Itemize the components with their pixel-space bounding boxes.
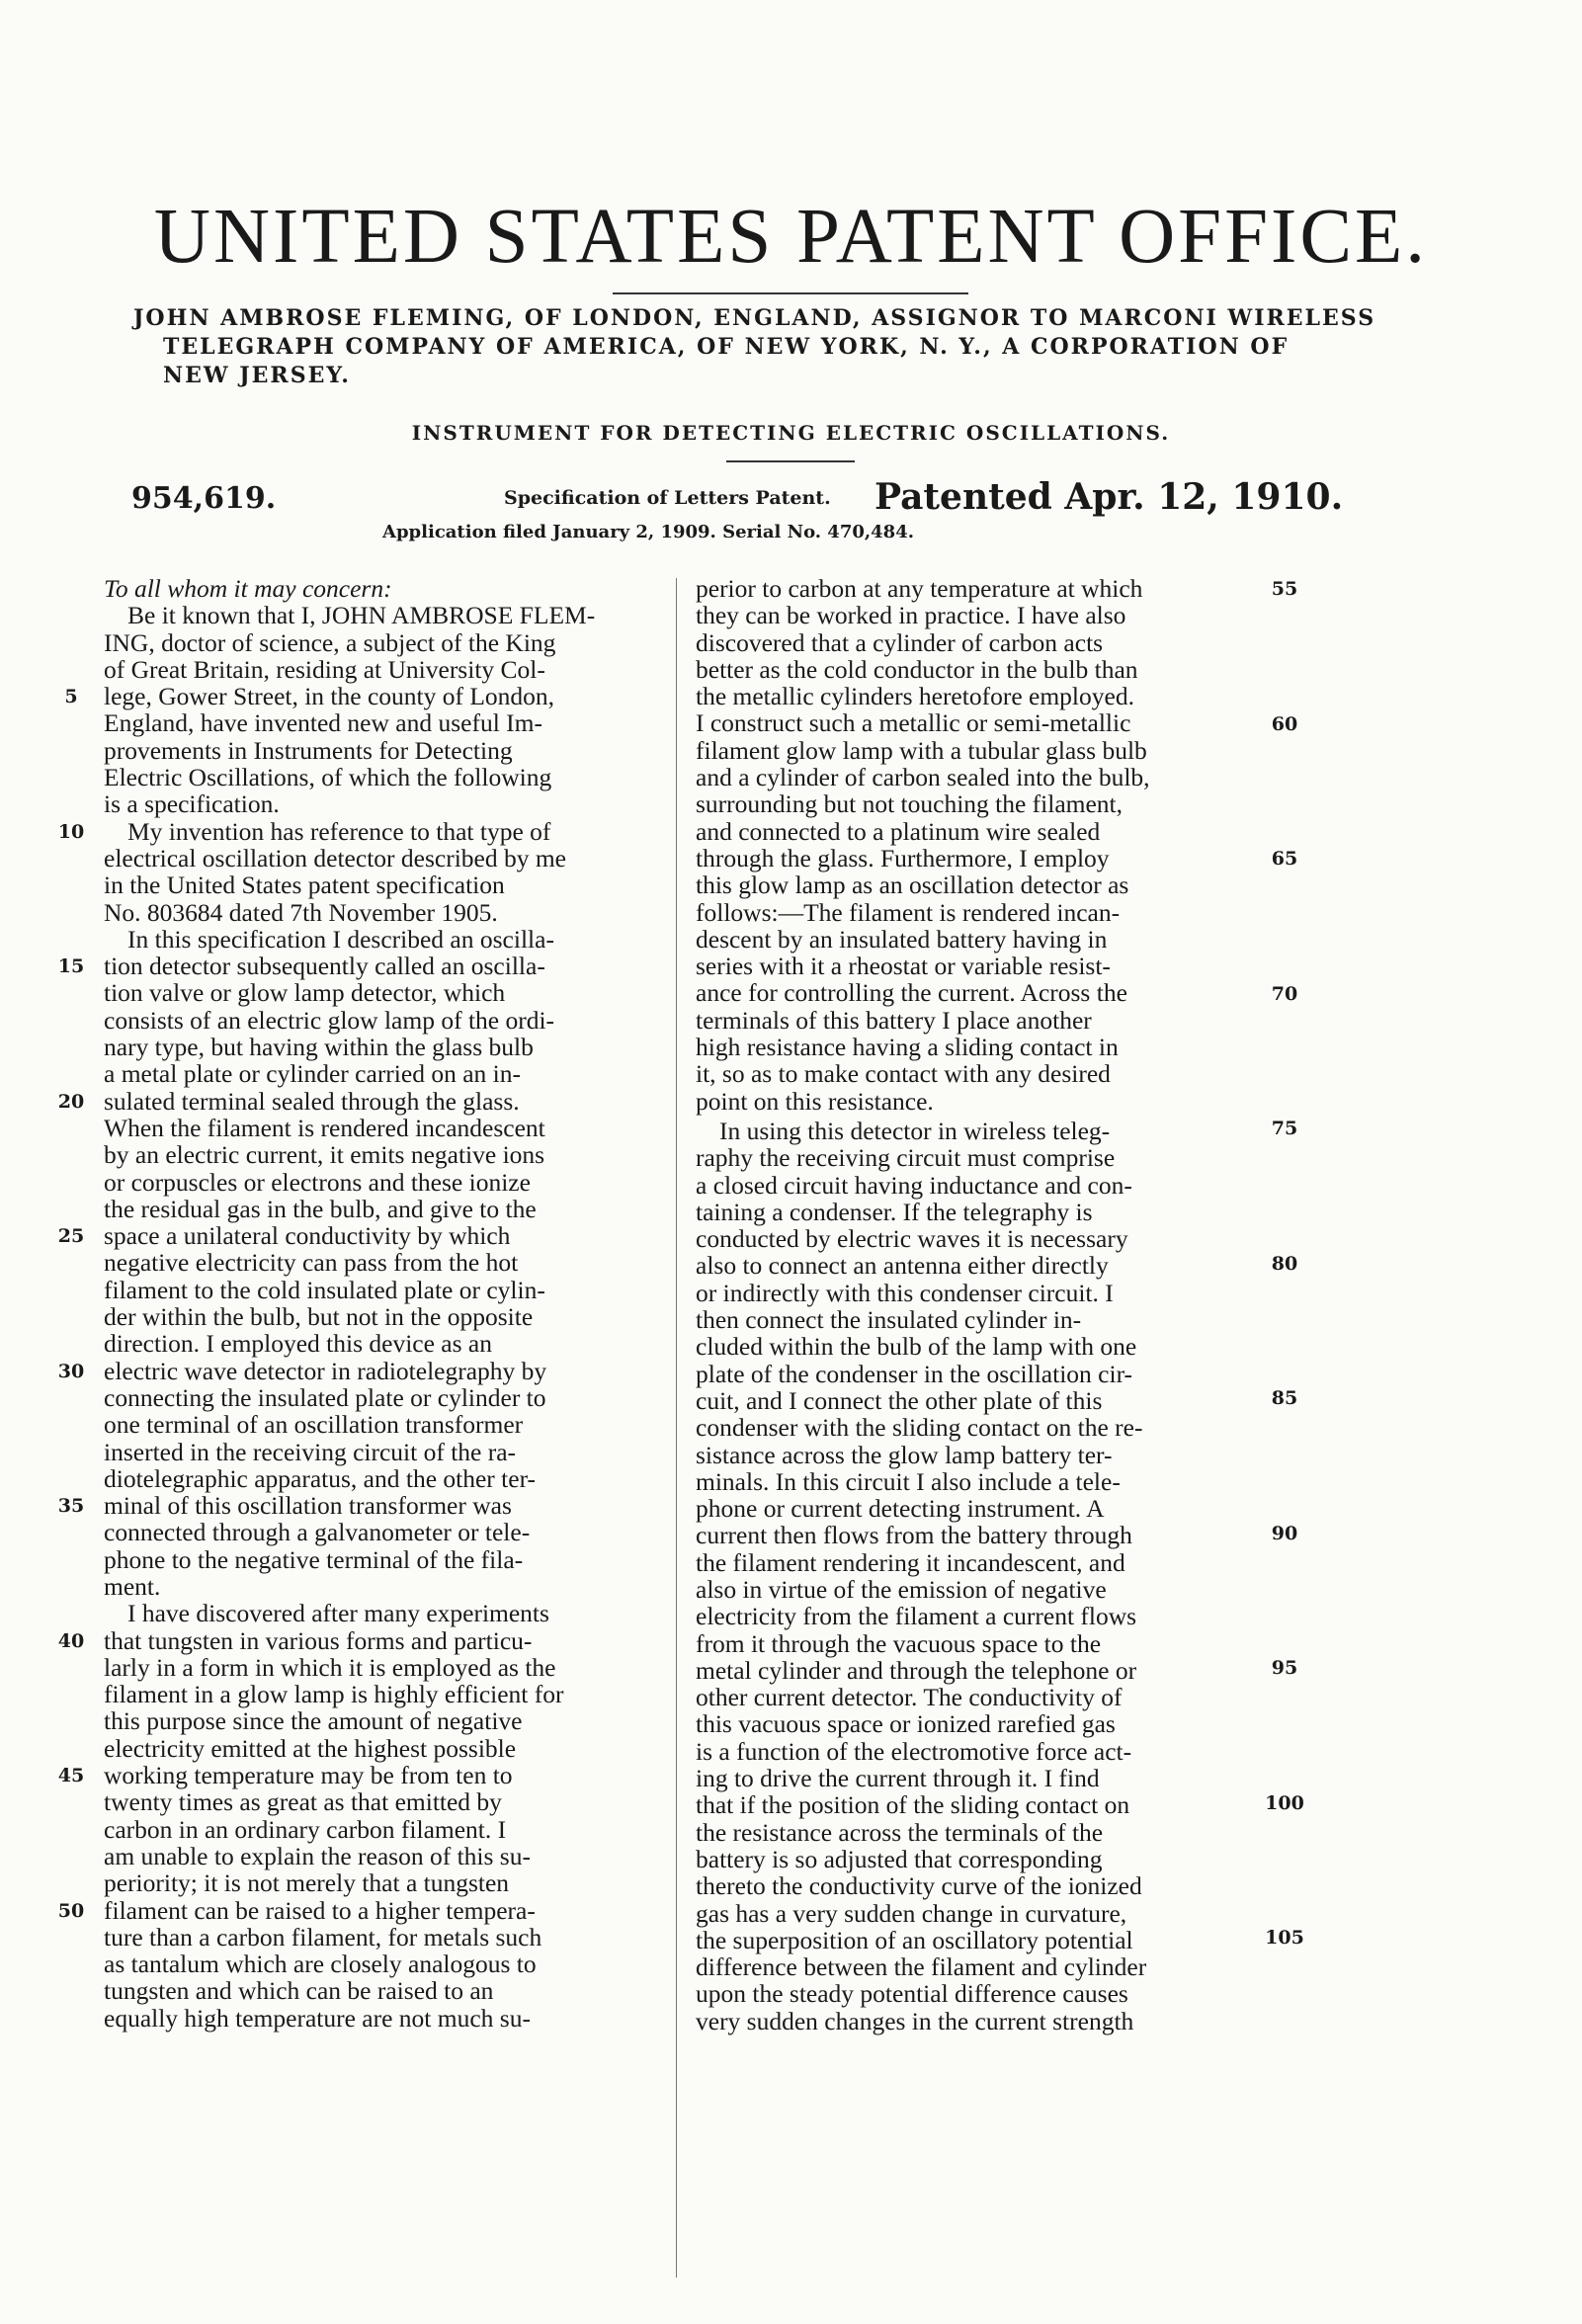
text-line: raphy the receiving circuit must comprise: [696, 1143, 1116, 1173]
text-line: as tantalum which are closely analogous to: [104, 1950, 537, 1979]
text-line: taining a condenser. If the telegraphy is: [696, 1197, 1093, 1226]
text-line: also in virtue of the emission of negative: [696, 1574, 1107, 1604]
text-line: the filament rendering it incandescent, and: [696, 1547, 1125, 1577]
line-number: 80: [1271, 1252, 1298, 1275]
text-line: phone or current detecting instrument. A: [696, 1494, 1105, 1524]
text-line: also to connect an antenna either directly: [696, 1251, 1109, 1281]
text-line: this glow lamp as an oscillation detector as: [696, 871, 1129, 900]
text-line: that if the position of the sliding contact on: [696, 1790, 1130, 1820]
text-line: ance for controlling the current. Across the: [696, 978, 1127, 1008]
text-line: filament in a glow lamp is highly efficient for: [104, 1680, 564, 1709]
text-line: better as the cold conductor in the bulb than: [696, 654, 1138, 684]
text-line: periority; it is not merely that a tungsten: [104, 1868, 510, 1898]
line-number: 15: [57, 955, 85, 978]
text-line: provements in Instruments for Detecting: [104, 735, 513, 765]
text-line: is a function of the electromotive force act-: [696, 1736, 1132, 1766]
text-line: equally high temperature are not much su-: [104, 2003, 531, 2033]
line-number: 105: [1265, 1927, 1304, 1949]
text-line: No. 803684 dated 7th November 1905.: [104, 897, 498, 927]
text-line: tungsten and which can be raised to an: [104, 1976, 494, 2006]
text-line: tion detector subsequently called an oscilla-: [104, 952, 545, 981]
text-line: thereto the conductivity curve of the ionized: [696, 1871, 1142, 1901]
invention-title: INSTRUMENT FOR DETECTING ELECTRIC OSCILLATIONS.: [411, 421, 1171, 445]
text-line: When the filament is rendered incandescent: [104, 1113, 545, 1142]
text-line: gas has a very sudden change in curvature,: [696, 1898, 1127, 1928]
text-line: working temperature may be from ten to: [104, 1761, 513, 1790]
text-line: phone to the negative terminal of the fila-: [104, 1544, 524, 1574]
line-number: 5: [64, 686, 78, 708]
text-line: inserted in the receiving circuit of the ra-: [104, 1437, 517, 1466]
subject-rule: [726, 460, 855, 462]
text-line: minals. In this circuit I also include a tele-: [696, 1466, 1121, 1496]
line-number: 10: [57, 820, 85, 843]
text-line: cluded within the bulb of the lamp with one: [696, 1332, 1137, 1362]
text-line: current then flows from the battery through: [696, 1521, 1132, 1550]
right-text-column: [696, 575, 1269, 2034]
text-line: larly in a form in which it is employed as the: [104, 1652, 556, 1682]
text-line: surrounding but not touching the filament,: [696, 789, 1124, 819]
text-line: connected through a galvanometer or tele-: [104, 1518, 531, 1547]
text-line: they can be worked in practice. I have also: [696, 601, 1126, 630]
text-line: upon the steady potential difference causes: [696, 1979, 1128, 2009]
text-line: that tungsten in various forms and particu-: [104, 1625, 533, 1655]
text-line: filament glow lamp with a tubular glass bulb: [696, 735, 1147, 765]
text-line: ing to drive the current through it. I find: [696, 1764, 1100, 1793]
text-line: from it through the vacuous space to the: [696, 1628, 1102, 1658]
inventor-line: TELEGRAPH COMPANY OF AMERICA, OF NEW YORK, N. Y., A CORPORATION OF: [163, 334, 1290, 360]
text-line: this purpose since the amount of negative: [104, 1706, 523, 1736]
text-line: am unable to explain the reason of this su-: [104, 1841, 531, 1870]
left-text-column: [104, 575, 677, 2032]
specification-label: Specification of Letters Patent.: [504, 487, 831, 509]
text-line: or indirectly with this condenser circuit. I: [696, 1278, 1114, 1307]
line-number: 65: [1271, 848, 1298, 870]
line-number: 60: [1271, 712, 1298, 735]
text-line: the metallic cylinders heretofore employed.: [696, 682, 1134, 711]
text-line: filament can be raised to a higher tempera-: [104, 1895, 536, 1925]
inventor-assignor-block: [133, 304, 1376, 390]
text-line: discovered that a cylinder of carbon acts: [696, 627, 1104, 657]
line-number: 30: [57, 1360, 85, 1382]
text-line: a closed circuit having inductance and con-: [696, 1170, 1132, 1200]
text-line: Electric Oscillations, of which the following: [104, 763, 552, 792]
text-line: difference between the filament and cylinder: [696, 1952, 1147, 1982]
text-line: To all whom it may concern:: [104, 574, 392, 603]
text-line: point on this resistance.: [696, 1086, 934, 1116]
text-line: this vacuous space or ionized rarefied gas: [696, 1709, 1116, 1739]
text-line: England, have invented new and useful Im-: [104, 708, 542, 738]
text-line: is a specification.: [104, 789, 280, 819]
text-line: a metal plate or cylinder carried on an in-: [104, 1059, 521, 1089]
text-line: space a unilateral conductivity by which: [104, 1221, 511, 1251]
text-line: Be it known that I, JOHN AMBROSE FLEM-: [127, 601, 596, 630]
text-line: minal of this oscillation transformer was: [104, 1491, 512, 1521]
text-line: diotelegraphic apparatus, and the other ter-: [104, 1463, 537, 1493]
text-line: high resistance having a sliding contact in: [696, 1033, 1119, 1062]
application-filed: Application filed January 2, 1909. Serial No. 470,484.: [382, 522, 914, 542]
text-line: sistance across the glow lamp battery ter-: [696, 1440, 1113, 1469]
text-line: one terminal of an oscillation transformer: [104, 1410, 524, 1440]
text-line: twenty times as great as that emitted by: [104, 1787, 502, 1817]
patent-number: 954,619.: [131, 481, 277, 516]
text-line: direction. I employed this device as an: [104, 1329, 492, 1359]
text-line: battery is so adjusted that corresponding: [696, 1844, 1103, 1873]
text-line: follows:—The filament is rendered incan-: [696, 897, 1121, 927]
text-line: consists of an electric glow lamp of the ordi-: [104, 1005, 555, 1035]
text-line: electricity from the filament a current flows: [696, 1602, 1137, 1631]
line-number: 20: [57, 1090, 85, 1113]
line-number: 55: [1271, 578, 1298, 600]
text-line: the residual gas in the bulb, and give to the: [104, 1194, 537, 1223]
text-line: of Great Britain, residing at University Col-: [104, 654, 545, 684]
title-rule: [613, 292, 968, 294]
text-line: condenser with the sliding contact on the re-: [696, 1413, 1143, 1443]
text-line: metal cylinder and through the telephone or: [696, 1655, 1137, 1685]
text-line: it, so as to make contact with any desired: [696, 1059, 1111, 1089]
text-line: carbon in an ordinary carbon filament. I: [104, 1814, 507, 1844]
line-number: 100: [1265, 1791, 1304, 1814]
text-line: sulated terminal sealed through the glass.: [104, 1086, 520, 1116]
text-line: very sudden changes in the current strength: [696, 2006, 1134, 2035]
text-line: the superposition of an oscillatory potential: [696, 1925, 1133, 1954]
line-number: 70: [1271, 982, 1298, 1005]
line-number: 45: [57, 1765, 85, 1787]
text-line: or corpuscles or electrons and these ionize: [104, 1167, 531, 1197]
text-line: In this specification I described an oscilla-: [127, 924, 554, 954]
text-line: and connected to a platinum wire sealed: [696, 816, 1101, 846]
text-line: In using this detector in wireless teleg-: [719, 1116, 1111, 1145]
text-line: series with it a rheostat or variable resist-: [696, 952, 1111, 981]
text-line: and a cylinder of carbon sealed into the bulb,: [696, 763, 1150, 792]
text-line: I construct such a metallic or semi-metallic: [696, 708, 1131, 738]
line-number: 50: [57, 1899, 85, 1922]
text-line: filament to the cold insulated plate or cylin-: [104, 1275, 545, 1304]
text-line: ING, doctor of science, a subject of the King: [104, 627, 556, 657]
line-number: 25: [57, 1225, 85, 1248]
text-line: der within the bulb, but not in the opposite: [104, 1302, 534, 1332]
text-line: cuit, and I connect the other plate of this: [696, 1385, 1103, 1415]
text-line: terminals of this battery I place another: [696, 1005, 1092, 1035]
line-number: 95: [1271, 1657, 1298, 1679]
text-line: ment.: [104, 1571, 161, 1601]
line-number: 90: [1271, 1522, 1298, 1544]
inventor-line: NEW JERSEY.: [163, 363, 351, 388]
column-divider: [676, 578, 677, 2278]
text-line: then connect the insulated cylinder in-: [696, 1305, 1082, 1335]
line-number: 35: [57, 1495, 85, 1518]
text-line: lege, Gower Street, in the county of London,: [104, 682, 555, 711]
text-line: through the glass. Furthermore, I employ: [696, 843, 1110, 872]
text-line: tion valve or glow lamp detector, which: [104, 978, 506, 1008]
text-line: the resistance across the terminals of the: [696, 1817, 1104, 1847]
text-line: plate of the condenser in the oscillation cir-: [696, 1359, 1133, 1388]
text-line: electricity emitted at the highest possible: [104, 1733, 517, 1763]
line-number: 85: [1271, 1387, 1298, 1409]
text-line: nary type, but having within the glass bulb: [104, 1033, 534, 1062]
text-line: in the United States patent specification: [104, 871, 505, 900]
patented-date: Patented Apr. 12, 1910.: [874, 476, 1344, 518]
text-line: connecting the insulated plate or cylinder to: [104, 1382, 546, 1412]
text-line: I have discovered after many experiments: [127, 1599, 549, 1628]
text-line: electric wave detector in radiotelegraphy by: [104, 1356, 547, 1385]
text-line: by an electric current, it emits negative ions: [104, 1140, 545, 1170]
text-line: My invention has reference to that type of: [127, 816, 551, 846]
text-line: ture than a carbon filament, for metals such: [104, 1922, 542, 1951]
office-title: UNITED STATES PATENT OFFICE.: [153, 194, 1429, 280]
text-line: descent by an insulated battery having in: [696, 924, 1108, 954]
text-line: conducted by electric waves it is necessary: [696, 1224, 1128, 1254]
text-line: perior to carbon at any temperature at which: [696, 574, 1143, 603]
line-number: 40: [57, 1629, 85, 1652]
text-line: negative electricity can pass from the hot: [104, 1248, 519, 1278]
text-line: other current detector. The conductivity of: [696, 1683, 1123, 1712]
text-line: electrical oscillation detector described by me: [104, 843, 567, 872]
line-number: 75: [1271, 1118, 1298, 1139]
inventor-line: JOHN AMBROSE FLEMING, OF LONDON, ENGLAND, ASSIGNOR TO MARCONI WIRELESS: [133, 305, 1376, 331]
